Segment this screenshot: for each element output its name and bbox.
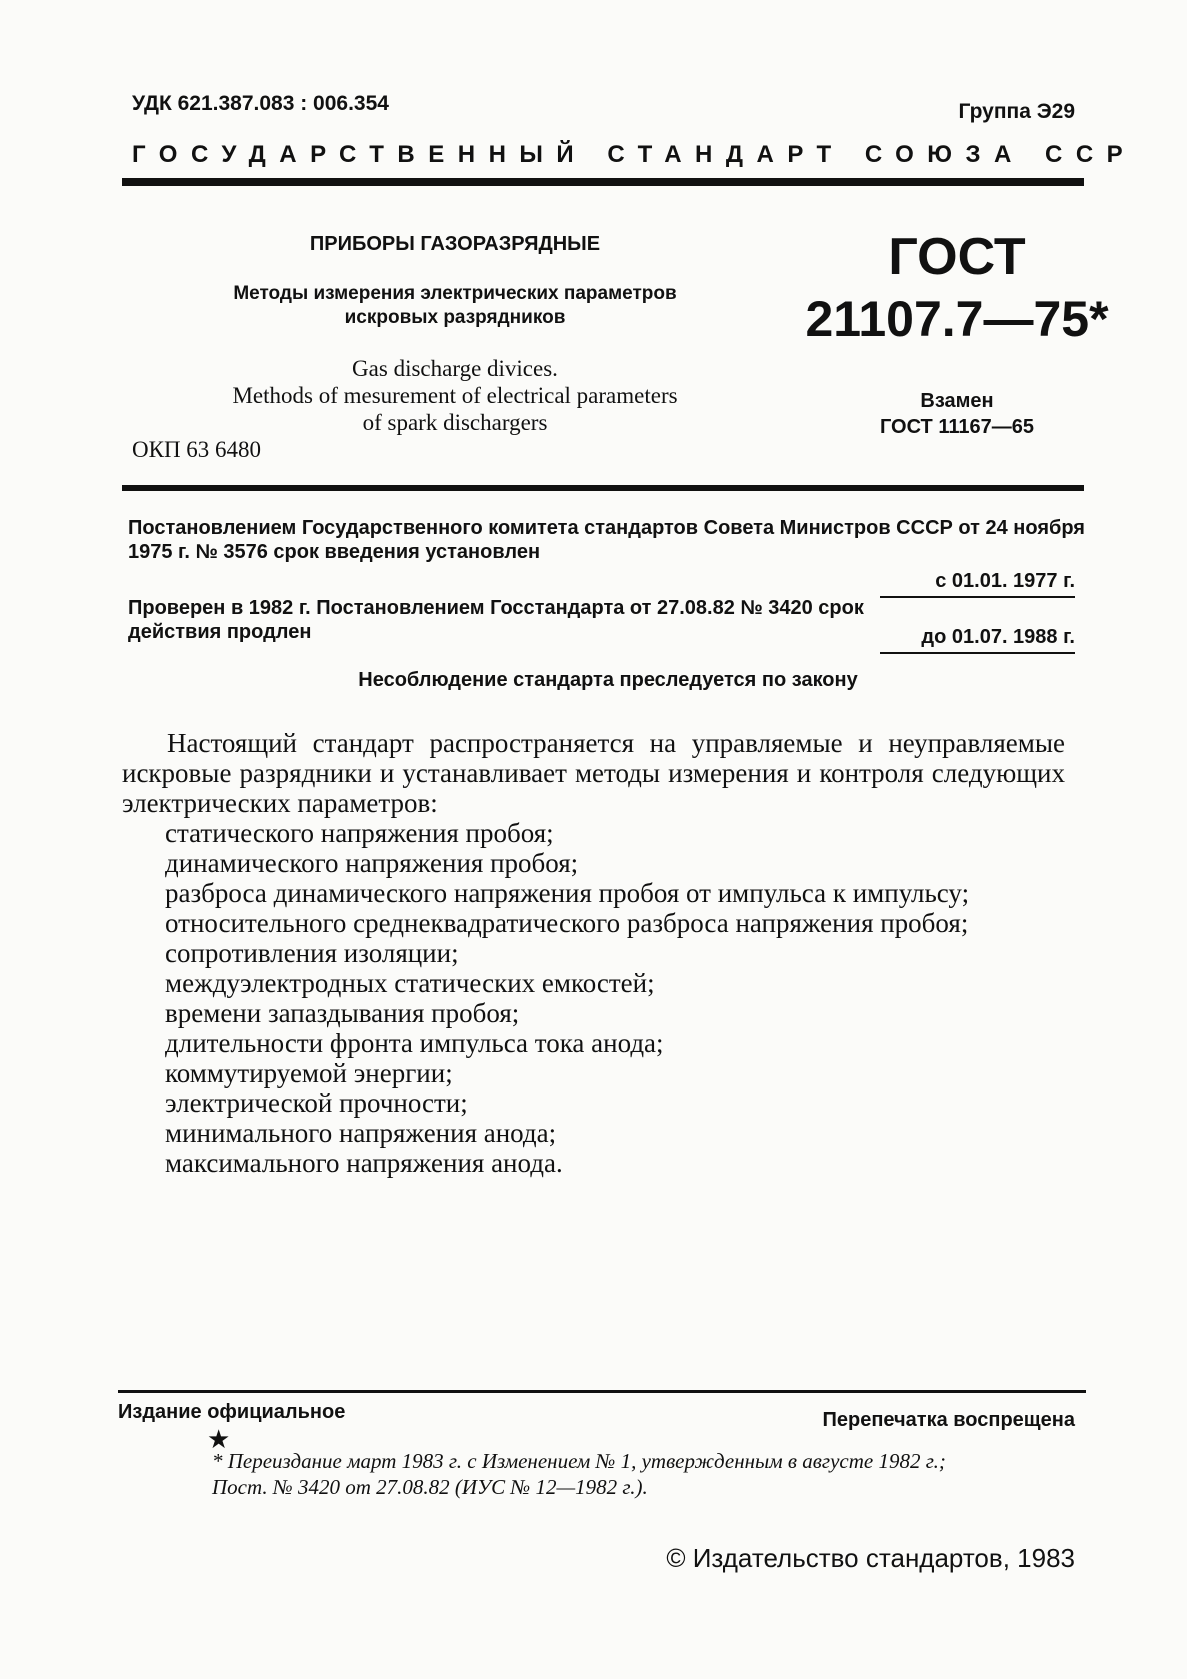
- list-item: электрической прочности;: [165, 1088, 468, 1118]
- title-en: [175, 355, 735, 436]
- title-en-line: Gas discharge divices.: [352, 356, 558, 381]
- okp-code: ОКП 63 6480: [132, 437, 262, 462]
- list-item: относительного среднеквадратического разброса напряжения пробоя;: [165, 908, 969, 938]
- list-item: минимального напряжения анода;: [165, 1118, 557, 1148]
- official-edition: Издание официальное: [118, 1401, 346, 1423]
- replaces-label: Взамен: [920, 390, 994, 412]
- subtitle-ru-line: искровых разрядников: [344, 307, 566, 328]
- replaces-note: [792, 388, 1122, 440]
- revision-text: Проверен в 1982 г. Постановлением Госстандарта от 27.08.82 № 3420 срок действия продлен: [128, 597, 864, 643]
- title-rule: [122, 485, 1084, 491]
- reissue-note: * Переиздание март 1983 г. с Изменением № 1, утвержденным в августе 1982 г.; Пост. № 3420 от 27.08.82 (ИУС № 12—1982 г.).: [212, 1449, 946, 1499]
- header-rule: [122, 178, 1084, 186]
- decree-text: Постановлением Государственного комитета стандартов Совета Министров СССР от 24 ноября 1975 г. № 3576 срок введения установлен: [128, 517, 1085, 563]
- gost-number: 21107.7—75*: [805, 291, 1109, 347]
- replaces-value: ГОСТ 11167—65: [879, 416, 1034, 438]
- list-item: разброса динамического напряжения пробоя от импульса к импульсу;: [165, 878, 970, 908]
- gost-label: ГОСТ: [888, 228, 1026, 286]
- list-item: динамического напряжения пробоя;: [165, 848, 579, 878]
- list-item: коммутируемой энергии;: [165, 1058, 453, 1088]
- title-ru: ПРИБОРЫ ГАЗОРАЗРЯДНЫЕ: [309, 233, 601, 255]
- list-item: времени запаздывания пробоя;: [165, 998, 520, 1028]
- expiry-date: до 01.07. 1988 г.: [921, 626, 1075, 648]
- list-item: максимального напряжения анода.: [165, 1148, 563, 1178]
- publisher-copyright: © Издательство стандартов, 1983: [666, 1543, 1075, 1573]
- intro-paragraph: Настоящий стандарт распространяется на управляемые и неуправляемые искровые разрядники и устанавливает методы измерения и контроля следующих электрических параметров:: [122, 728, 1065, 818]
- parameter-list: [122, 818, 1065, 1178]
- list-item: сопротивления изоляции;: [165, 938, 459, 968]
- law-notice: Несоблюдение стандарта преследуется по закону: [358, 669, 858, 691]
- star-icon: ★: [207, 1424, 231, 1454]
- group-code: Группа Э29: [958, 100, 1075, 123]
- subtitle-ru: [175, 282, 735, 330]
- expiry-date-underline: [880, 652, 1075, 654]
- subtitle-ru-line: Методы измерения электрических параметров: [233, 283, 677, 304]
- title-en-line: of spark dischargers: [362, 410, 548, 435]
- list-item: длительности фронта импульса тока анода;: [165, 1028, 664, 1058]
- udc-code: УДК 621.387.083 : 006.354: [132, 92, 389, 115]
- list-item: междуэлектродных статических емкостей;: [165, 968, 655, 998]
- title-en-line: Methods of mesurement of electrical parameters: [232, 383, 678, 408]
- state-standard-heading: ГОСУДАРСТВЕННЫЙ СТАНДАРТ СОЮЗА ССР: [132, 141, 1137, 168]
- no-reprint-notice: Перепечатка воспрещена: [822, 1409, 1075, 1431]
- footer-rule: [118, 1390, 1086, 1393]
- effective-date: с 01.01. 1977 г.: [935, 570, 1075, 592]
- list-item: статического напряжения пробоя;: [165, 818, 554, 848]
